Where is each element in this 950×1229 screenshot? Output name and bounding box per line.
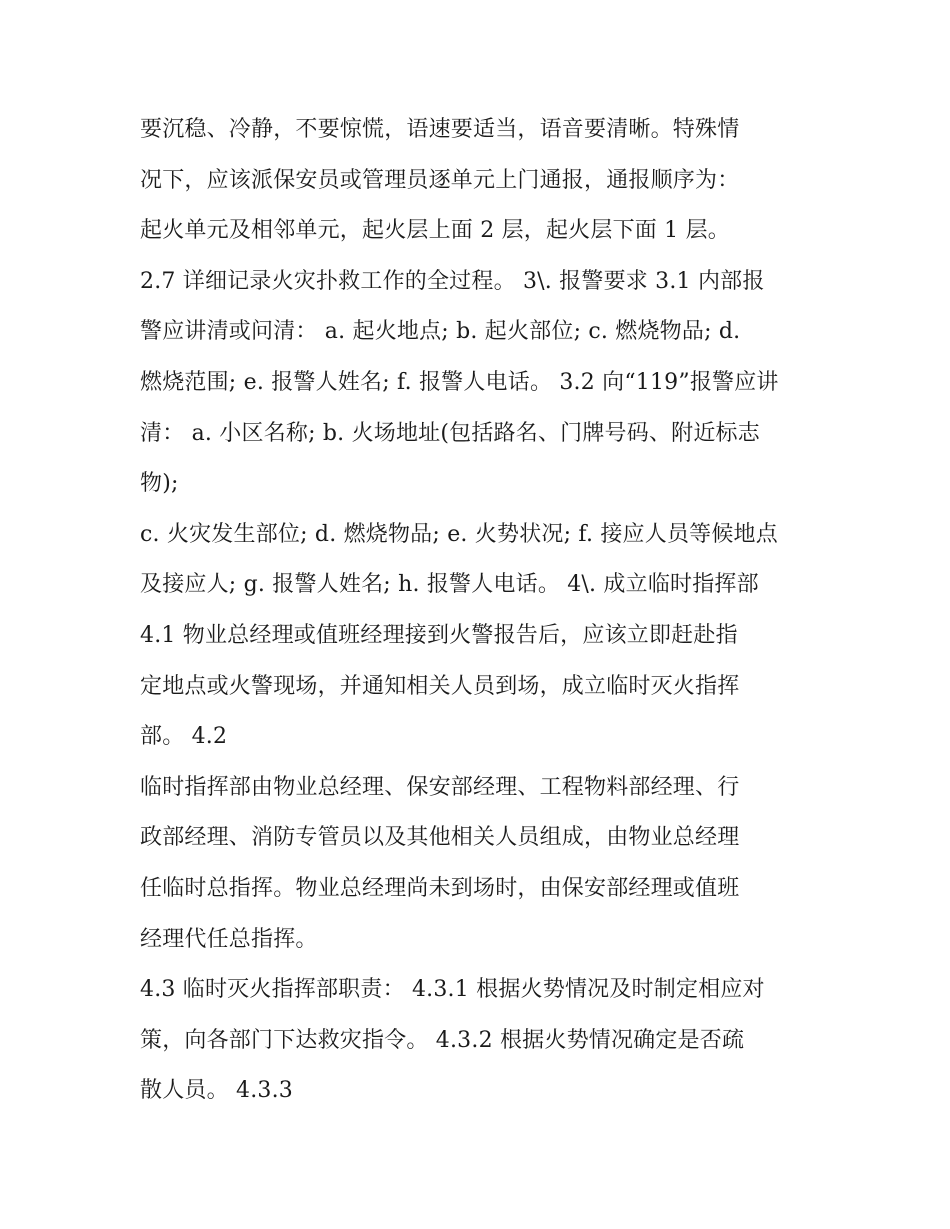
text-line: 起火单元及相邻单元，起火层上面 2 层，起火层下面 1 层。 (140, 218, 730, 244)
text-line: 经理代任总指挥。 (140, 926, 318, 952)
text-line: 散人员。 4.3.3 (140, 1078, 293, 1104)
text-line: 4.1 物业总经理或值班经理接到火警报告后，应该立即赶赴指 (140, 622, 738, 648)
text-line: 及接应人; g. 报警人姓名; h. 报警人电话。 4\. 成立临时指挥部 (140, 572, 759, 598)
text-line: c. 火灾发生部位; d. 燃烧物品; e. 火势状况; f. 接应人员等候地点 (140, 521, 778, 547)
text-line: 警应讲清或问清： a. 起火地点; b. 起火部位; c. 燃烧物品; d. (140, 319, 741, 345)
text-line: 任临时总指挥。物业总经理尚未到场时，由保安部经理或值班 (140, 875, 740, 901)
document-body (140, 105, 812, 1117)
text-line: 部。 4.2 (140, 724, 228, 750)
text-line: 清： a. 小区名称; b. 火场地址(包括路名、门牌号码、附近标志 (140, 420, 760, 446)
text-line: 政部经理、消防专管员以及其他相关人员组成，由物业总经理 (140, 825, 740, 851)
text-line: 燃烧范围; e. 报警人姓名; f. 报警人电话。 3.2 向“119”报警应讲 (140, 369, 779, 395)
text-line: 策，向各部门下达救灾指令。 4.3.2 根据火势情况确定是否疏 (140, 1027, 745, 1053)
text-line: 要沉稳、冷静，不要惊慌，语速要适当，语音要清晰。特殊情 (140, 117, 740, 142)
text-line: 况下，应该派保安员或管理员逐单元上门通报，通报顺序为： (140, 167, 740, 193)
text-line: 4.3 临时灭火指挥部职责： 4.3.1 根据火势情况及时制定相应对 (140, 977, 765, 1003)
text-line: 2.7 详细记录火灾扑救工作的全过程。 3\. 报警要求 3.1 内部报 (140, 268, 765, 294)
text-line: 物); (140, 471, 179, 497)
text-line: 临时指挥部由物业总经理、保安部经理、工程物料部经理、行 (140, 774, 740, 800)
text-line: 定地点或火警现场，并通知相关人员到场，成立临时灭火指挥 (140, 673, 740, 699)
